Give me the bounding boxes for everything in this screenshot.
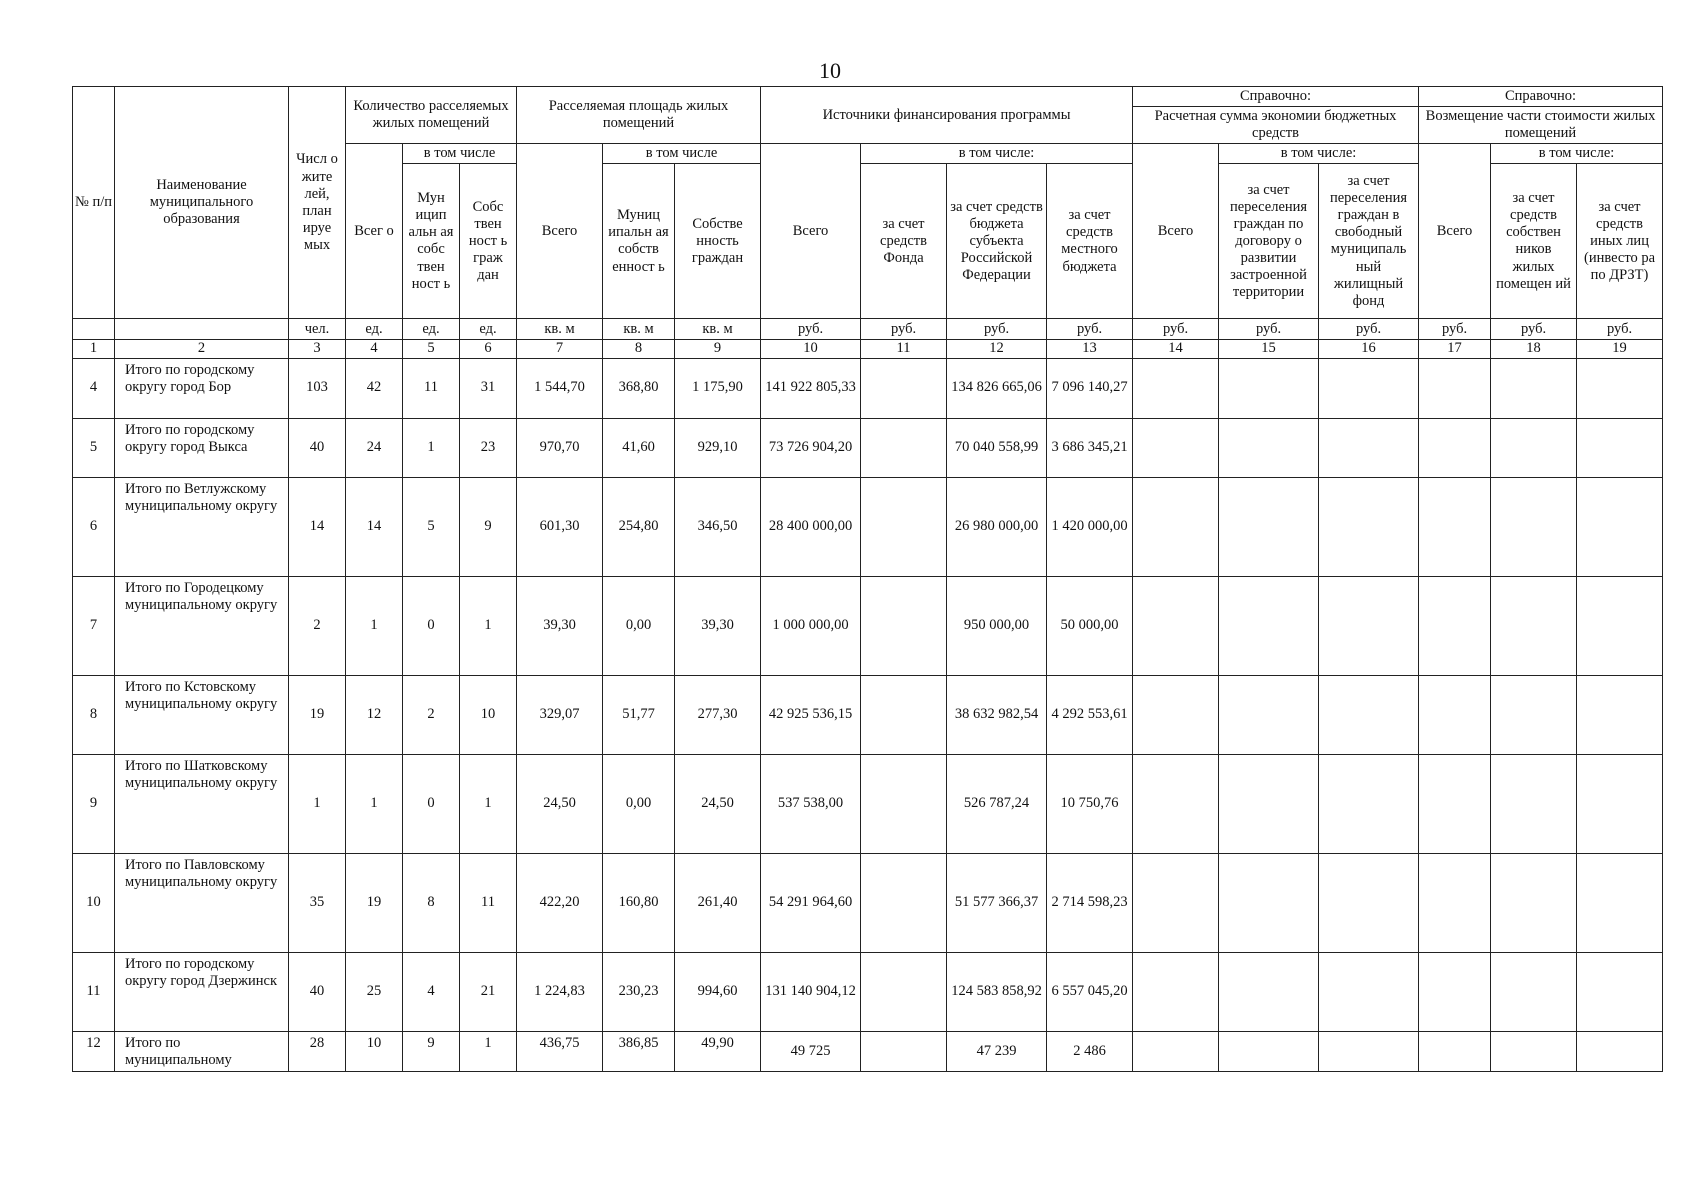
row-area-private: 39,30 <box>675 576 761 675</box>
row-reference-cell <box>1419 576 1491 675</box>
row-number: 11 <box>73 952 115 1031</box>
row-reference-cell <box>1419 853 1491 952</box>
row-reference-cell <box>1419 477 1491 576</box>
row-fin-total: 49 725 <box>761 1031 861 1071</box>
header-count-private: Собс твен ност ь граж дан <box>460 164 517 319</box>
row-fin-local: 2 714 598,23 <box>1047 853 1133 952</box>
header-area-private: Собстве нность граждан <box>675 164 761 319</box>
row-reference-cell <box>1491 754 1577 853</box>
row-area-municipal: 51,77 <box>603 675 675 754</box>
column-number-cell: 14 <box>1133 340 1219 358</box>
row-count-municipal: 1 <box>403 418 460 477</box>
header-econ-contract: за счет переселения граждан по договору о развитии застроенной территории <box>1219 164 1319 319</box>
row-count-private: 1 <box>460 1031 517 1071</box>
row-fin-subject: 134 826 665,06 <box>947 358 1047 418</box>
row-reference-cell <box>1419 418 1491 477</box>
header-fin-subject: за счет средств бюджета субъекта Российской Федерации <box>947 164 1047 319</box>
column-number-cell: 17 <box>1419 340 1491 358</box>
row-count-private: 21 <box>460 952 517 1031</box>
row-area-total: 422,20 <box>517 853 603 952</box>
row-reference-cell <box>1133 1031 1219 1071</box>
row-count-total: 24 <box>346 418 403 477</box>
row-reference-cell <box>1219 418 1319 477</box>
table-row <box>73 754 1663 853</box>
row-fin-local: 10 750,76 <box>1047 754 1133 853</box>
row-area-municipal: 368,80 <box>603 358 675 418</box>
header-comp-owners: за счет средств собствен ников жилых помещен ий <box>1491 164 1577 319</box>
row-number: 8 <box>73 675 115 754</box>
row-area-total: 1 224,83 <box>517 952 603 1031</box>
row-count-municipal: 0 <box>403 576 460 675</box>
row-number: 12 <box>73 1031 115 1071</box>
row-count-total: 1 <box>346 576 403 675</box>
row-reference-cell <box>1133 754 1219 853</box>
column-number-cell: 13 <box>1047 340 1133 358</box>
page-number: 10 <box>819 58 841 83</box>
row-fin-fund <box>861 754 947 853</box>
row-name: Итого по Кстовскому муниципальному округу <box>115 675 289 754</box>
table-row <box>73 1031 1663 1071</box>
header-area-total: Всего <box>517 144 603 319</box>
row-reference-cell <box>1491 576 1577 675</box>
unit-cell: кв. м <box>517 319 603 340</box>
table-row <box>73 576 1663 675</box>
column-number-cell: 2 <box>115 340 289 358</box>
table-row <box>73 853 1663 952</box>
column-number-cell: 19 <box>1577 340 1663 358</box>
row-count-municipal: 5 <box>403 477 460 576</box>
row-area-private: 994,60 <box>675 952 761 1031</box>
row-count-total: 12 <box>346 675 403 754</box>
row-area-municipal: 254,80 <box>603 477 675 576</box>
row-reference-cell <box>1577 477 1663 576</box>
row-reference-cell <box>1419 358 1491 418</box>
row-fin-fund <box>861 477 947 576</box>
row-reference-cell <box>1319 477 1419 576</box>
row-fin-fund <box>861 952 947 1031</box>
row-reference-cell <box>1319 418 1419 477</box>
table-row <box>73 358 1663 418</box>
row-people: 103 <box>289 358 346 418</box>
header-ref1-title: Справочно: <box>1133 87 1419 107</box>
row-fin-fund <box>861 1031 947 1071</box>
row-number: 9 <box>73 754 115 853</box>
row-name: Итого по городскому округу город Выкса <box>115 418 289 477</box>
header-num: № п/п <box>73 87 115 319</box>
row-area-municipal: 160,80 <box>603 853 675 952</box>
row-area-total: 1 544,70 <box>517 358 603 418</box>
header-finance-group: Источники финансирования программы <box>761 87 1133 144</box>
column-number-cell: 3 <box>289 340 346 358</box>
row-count-municipal: 11 <box>403 358 460 418</box>
row-area-total: 436,75 <box>517 1031 603 1071</box>
row-number: 6 <box>73 477 115 576</box>
row-fin-subject: 26 980 000,00 <box>947 477 1047 576</box>
row-reference-cell <box>1491 952 1577 1031</box>
header-fin-local: за счет средств местного бюджета <box>1047 164 1133 319</box>
row-count-private: 1 <box>460 754 517 853</box>
unit-cell: ед. <box>346 319 403 340</box>
row-reference-cell <box>1133 358 1219 418</box>
unit-cell: руб. <box>1133 319 1219 340</box>
row-fin-local: 7 096 140,27 <box>1047 358 1133 418</box>
row-reference-cell <box>1419 675 1491 754</box>
row-name: Итого по городскому округу город Бор <box>115 358 289 418</box>
row-reference-cell <box>1491 853 1577 952</box>
header-count-municipal: Мун ицип альн ая собс твен ност ь <box>403 164 460 319</box>
header-fin-incl: в том числе: <box>861 144 1133 164</box>
row-reference-cell <box>1491 675 1577 754</box>
table-row <box>73 418 1663 477</box>
row-fin-subject: 526 787,24 <box>947 754 1047 853</box>
row-count-total: 25 <box>346 952 403 1031</box>
column-number-cell: 6 <box>460 340 517 358</box>
row-fin-local: 4 292 553,61 <box>1047 675 1133 754</box>
row-count-private: 10 <box>460 675 517 754</box>
row-area-total: 329,07 <box>517 675 603 754</box>
row-count-municipal: 8 <box>403 853 460 952</box>
row-reference-cell <box>1133 675 1219 754</box>
column-number-cell: 16 <box>1319 340 1419 358</box>
row-fin-subject: 950 000,00 <box>947 576 1047 675</box>
row-count-private: 31 <box>460 358 517 418</box>
row-reference-cell <box>1219 477 1319 576</box>
header-name: Наименование муниципального образования <box>115 87 289 319</box>
row-number: 10 <box>73 853 115 952</box>
header-comp-incl: в том числе: <box>1491 144 1663 164</box>
unit-cell: руб. <box>1047 319 1133 340</box>
row-fin-subject: 51 577 366,37 <box>947 853 1047 952</box>
row-count-municipal: 4 <box>403 952 460 1031</box>
row-people: 14 <box>289 477 346 576</box>
unit-cell: ед. <box>403 319 460 340</box>
row-fin-fund <box>861 853 947 952</box>
resettlement-table <box>72 86 1663 1072</box>
row-count-total: 1 <box>346 754 403 853</box>
row-reference-cell <box>1419 952 1491 1031</box>
row-area-private: 49,90 <box>675 1031 761 1071</box>
row-people: 40 <box>289 952 346 1031</box>
row-fin-local: 6 557 045,20 <box>1047 952 1133 1031</box>
unit-cell: руб. <box>761 319 861 340</box>
row-people: 19 <box>289 675 346 754</box>
row-fin-total: 73 726 904,20 <box>761 418 861 477</box>
row-fin-total: 131 140 904,12 <box>761 952 861 1031</box>
header-fin-total: Всего <box>761 144 861 319</box>
row-people: 1 <box>289 754 346 853</box>
row-name: Итого по муниципальному <box>115 1031 289 1071</box>
header-area-incl: в том числе <box>603 144 761 164</box>
row-reference-cell <box>1219 754 1319 853</box>
row-area-private: 261,40 <box>675 853 761 952</box>
unit-cell: руб. <box>1319 319 1419 340</box>
row-fin-total: 537 538,00 <box>761 754 861 853</box>
row-reference-cell <box>1319 853 1419 952</box>
row-area-private: 346,50 <box>675 477 761 576</box>
unit-cell: руб. <box>1577 319 1663 340</box>
header-area-group: Расселяемая площадь жилых помещений <box>517 87 761 144</box>
row-area-private: 24,50 <box>675 754 761 853</box>
row-reference-cell <box>1419 1031 1491 1071</box>
row-number: 4 <box>73 358 115 418</box>
row-reference-cell <box>1319 952 1419 1031</box>
row-reference-cell <box>1319 358 1419 418</box>
table-body <box>73 358 1663 1071</box>
row-reference-cell <box>1577 576 1663 675</box>
header-ref1-group: Расчетная сумма экономии бюджетных средств <box>1133 107 1419 144</box>
column-number-cell: 5 <box>403 340 460 358</box>
header-count-group: Количество расселяемых жилых помещений <box>346 87 517 144</box>
column-numbers-row <box>73 340 1663 358</box>
row-reference-cell <box>1577 1031 1663 1071</box>
row-people: 35 <box>289 853 346 952</box>
row-fin-local: 1 420 000,00 <box>1047 477 1133 576</box>
row-area-private: 277,30 <box>675 675 761 754</box>
row-fin-fund <box>861 358 947 418</box>
row-reference-cell <box>1133 952 1219 1031</box>
row-reference-cell <box>1319 675 1419 754</box>
row-count-total: 42 <box>346 358 403 418</box>
column-number-cell: 10 <box>761 340 861 358</box>
row-reference-cell <box>1419 754 1491 853</box>
header-comp-others: за счет средств иных лиц (инвесто ра по ДРЗТ) <box>1577 164 1663 319</box>
row-reference-cell <box>1577 418 1663 477</box>
row-area-total: 970,70 <box>517 418 603 477</box>
row-count-private: 1 <box>460 576 517 675</box>
row-people: 40 <box>289 418 346 477</box>
row-fin-subject: 124 583 858,92 <box>947 952 1047 1031</box>
row-fin-local: 2 486 <box>1047 1031 1133 1071</box>
row-area-private: 1 175,90 <box>675 358 761 418</box>
column-number-cell: 11 <box>861 340 947 358</box>
row-count-private: 9 <box>460 477 517 576</box>
column-number-cell: 12 <box>947 340 1047 358</box>
row-reference-cell <box>1133 853 1219 952</box>
column-number-cell: 8 <box>603 340 675 358</box>
row-count-municipal: 0 <box>403 754 460 853</box>
row-reference-cell <box>1219 576 1319 675</box>
row-reference-cell <box>1219 853 1319 952</box>
units-row <box>73 319 1663 340</box>
row-reference-cell <box>1491 418 1577 477</box>
row-reference-cell <box>1491 358 1577 418</box>
row-reference-cell <box>1491 1031 1577 1071</box>
row-reference-cell <box>1219 675 1319 754</box>
row-fin-subject: 70 040 558,99 <box>947 418 1047 477</box>
unit-cell: кв. м <box>675 319 761 340</box>
unit-cell: руб. <box>861 319 947 340</box>
header-econ-free: за счет переселения граждан в свободный муниципаль ный жилищный фонд <box>1319 164 1419 319</box>
header-area-municipal: Муниц ипальн ая собств енност ь <box>603 164 675 319</box>
unit-cell: кв. м <box>603 319 675 340</box>
unit-cell <box>115 319 289 340</box>
row-count-municipal: 9 <box>403 1031 460 1071</box>
row-fin-total: 141 922 805,33 <box>761 358 861 418</box>
unit-cell: руб. <box>1219 319 1319 340</box>
row-fin-fund <box>861 418 947 477</box>
row-area-municipal: 41,60 <box>603 418 675 477</box>
row-area-municipal: 230,23 <box>603 952 675 1031</box>
row-people: 28 <box>289 1031 346 1071</box>
unit-cell <box>73 319 115 340</box>
row-reference-cell <box>1219 1031 1319 1071</box>
unit-cell: ед. <box>460 319 517 340</box>
row-reference-cell <box>1319 576 1419 675</box>
row-area-private: 929,10 <box>675 418 761 477</box>
row-reference-cell <box>1577 754 1663 853</box>
row-fin-total: 1 000 000,00 <box>761 576 861 675</box>
unit-cell: руб. <box>1491 319 1577 340</box>
row-reference-cell <box>1133 418 1219 477</box>
row-area-municipal: 386,85 <box>603 1031 675 1071</box>
row-number: 5 <box>73 418 115 477</box>
table-row <box>73 477 1663 576</box>
row-name: Итого по Павловскому муниципальному округу <box>115 853 289 952</box>
row-fin-total: 54 291 964,60 <box>761 853 861 952</box>
row-name: Итого по Шатковскому муниципальному округу <box>115 754 289 853</box>
row-count-total: 14 <box>346 477 403 576</box>
row-reference-cell <box>1133 576 1219 675</box>
row-fin-fund <box>861 576 947 675</box>
column-number-cell: 1 <box>73 340 115 358</box>
header-econ-total: Всего <box>1133 144 1219 319</box>
row-fin-local: 3 686 345,21 <box>1047 418 1133 477</box>
header-econ-incl: в том числе: <box>1219 144 1419 164</box>
table-row <box>73 952 1663 1031</box>
row-reference-cell <box>1577 675 1663 754</box>
header-fin-fund: за счет средств Фонда <box>861 164 947 319</box>
row-number: 7 <box>73 576 115 675</box>
row-reference-cell <box>1219 952 1319 1031</box>
row-fin-local: 50 000,00 <box>1047 576 1133 675</box>
column-number-cell: 4 <box>346 340 403 358</box>
row-name: Итого по Городецкому муниципальному округу <box>115 576 289 675</box>
header-comp-total: Всего <box>1419 144 1491 319</box>
row-count-total: 10 <box>346 1031 403 1071</box>
row-reference-cell <box>1577 853 1663 952</box>
header-count-incl: в том числе <box>403 144 517 164</box>
row-count-private: 23 <box>460 418 517 477</box>
row-area-municipal: 0,00 <box>603 754 675 853</box>
row-fin-total: 42 925 536,15 <box>761 675 861 754</box>
row-fin-subject: 38 632 982,54 <box>947 675 1047 754</box>
row-reference-cell <box>1133 477 1219 576</box>
row-people: 2 <box>289 576 346 675</box>
row-reference-cell <box>1319 754 1419 853</box>
column-number-cell: 15 <box>1219 340 1319 358</box>
table-header <box>73 87 1663 359</box>
unit-cell: руб. <box>1419 319 1491 340</box>
row-count-private: 11 <box>460 853 517 952</box>
row-area-total: 24,50 <box>517 754 603 853</box>
unit-cell: чел. <box>289 319 346 340</box>
row-fin-subject: 47 239 <box>947 1031 1047 1071</box>
row-reference-cell <box>1491 477 1577 576</box>
header-ref2-group: Возмещение части стоимости жилых помещений <box>1419 107 1663 144</box>
row-area-municipal: 0,00 <box>603 576 675 675</box>
row-fin-fund <box>861 675 947 754</box>
unit-cell: руб. <box>947 319 1047 340</box>
table-row <box>73 675 1663 754</box>
row-reference-cell <box>1577 358 1663 418</box>
row-count-municipal: 2 <box>403 675 460 754</box>
row-reference-cell <box>1219 358 1319 418</box>
row-name: Итого по городскому округу город Дзержинск <box>115 952 289 1031</box>
column-number-cell: 18 <box>1491 340 1577 358</box>
row-count-total: 19 <box>346 853 403 952</box>
header-ref2-title: Справочно: <box>1419 87 1663 107</box>
row-reference-cell <box>1319 1031 1419 1071</box>
row-reference-cell <box>1577 952 1663 1031</box>
column-number-cell: 9 <box>675 340 761 358</box>
row-name: Итого по Ветлужскому муниципальному округу <box>115 477 289 576</box>
row-area-total: 39,30 <box>517 576 603 675</box>
row-fin-total: 28 400 000,00 <box>761 477 861 576</box>
row-area-total: 601,30 <box>517 477 603 576</box>
header-count-total: Всег о <box>346 144 403 319</box>
column-number-cell: 7 <box>517 340 603 358</box>
header-people: Числ о жите лей, план ируе мых <box>289 87 346 319</box>
